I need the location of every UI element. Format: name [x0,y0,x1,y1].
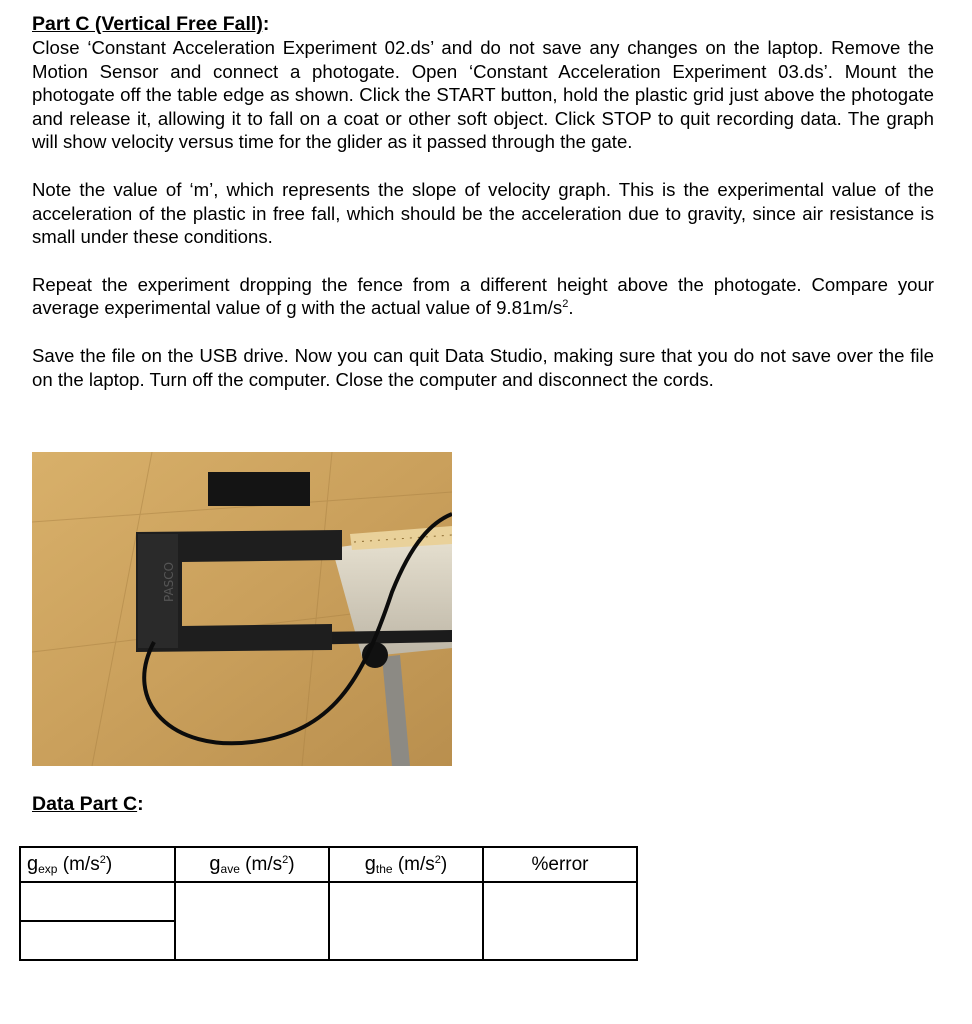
data-part-c-colon: : [137,793,144,815]
cell-g-exp-2[interactable] [20,921,175,960]
header-g-exp: $g_{exp}$ $(m/s^2)$ [20,847,175,882]
photogate-setup-image [32,452,452,766]
cell-g-ave[interactable] [175,882,329,960]
document-body [32,12,934,391]
instructions-paragraph-4: Save the file on the USB drive. Now you can quit Data Studio, making sure that you do not save over the file on the laptop. Turn off the computer. Close the computer and disconnect the cords. [32,344,934,390]
part-c-heading [32,12,934,36]
picket-fence [208,472,310,506]
header-g-the: $g_{the}$ $(m/s^2)$ [329,847,483,882]
table-header-row [20,847,637,882]
data-part-c-heading [32,793,144,816]
part-c-title: Part C (Vertical Free Fall) [32,13,263,35]
data-table [19,846,638,961]
sensor-label: PASCO [162,561,176,602]
paragraph-3-text: Repeat the experiment dropping the fence from a different height above the photogate. Compare your average experimental value of g with the actual value of 9.81m/s [32,273,934,319]
part-c-title-colon: : [262,13,270,35]
instructions-paragraph-3 [32,273,934,320]
instructions-paragraph-1: Close ‘Constant Acceleration Experiment 02.ds’ and do not save any changes on the laptop. Remove the Motion Sensor and connect a photogate. Open ‘Constant Acceleration Experiment 03.ds’. Mount the photogate off the table edge as shown. Click the START button, hold the plastic grid just above the photogate and release it, allowing it to fall on a coat or other soft object. Click STOP to quit recording data. The graph will show velocity versus time for the glider as it passed through the gate. [32,37,934,153]
table-row [20,882,637,921]
data-part-c-title: Data Part C [32,793,138,815]
paragraph-3-superscript: 2 [562,298,569,311]
cell-g-the[interactable] [329,882,483,960]
cell-g-exp-1[interactable] [20,882,175,921]
paragraph-3-period: . [568,297,574,319]
cell-percent-error[interactable] [483,882,637,960]
photogate-photo [32,452,452,766]
header-percent-error: %error [483,847,637,882]
header-g-ave: $g_{ave}$ $(m/s^2)$ [175,847,329,882]
instructions-paragraph-2: Note the value of ‘m’, which represents the slope of velocity graph. This is the experimental value of the acceleration of the plastic in free fall, which should be the acceleration due to gravity, since air resistance is small under these conditions. [32,178,934,248]
